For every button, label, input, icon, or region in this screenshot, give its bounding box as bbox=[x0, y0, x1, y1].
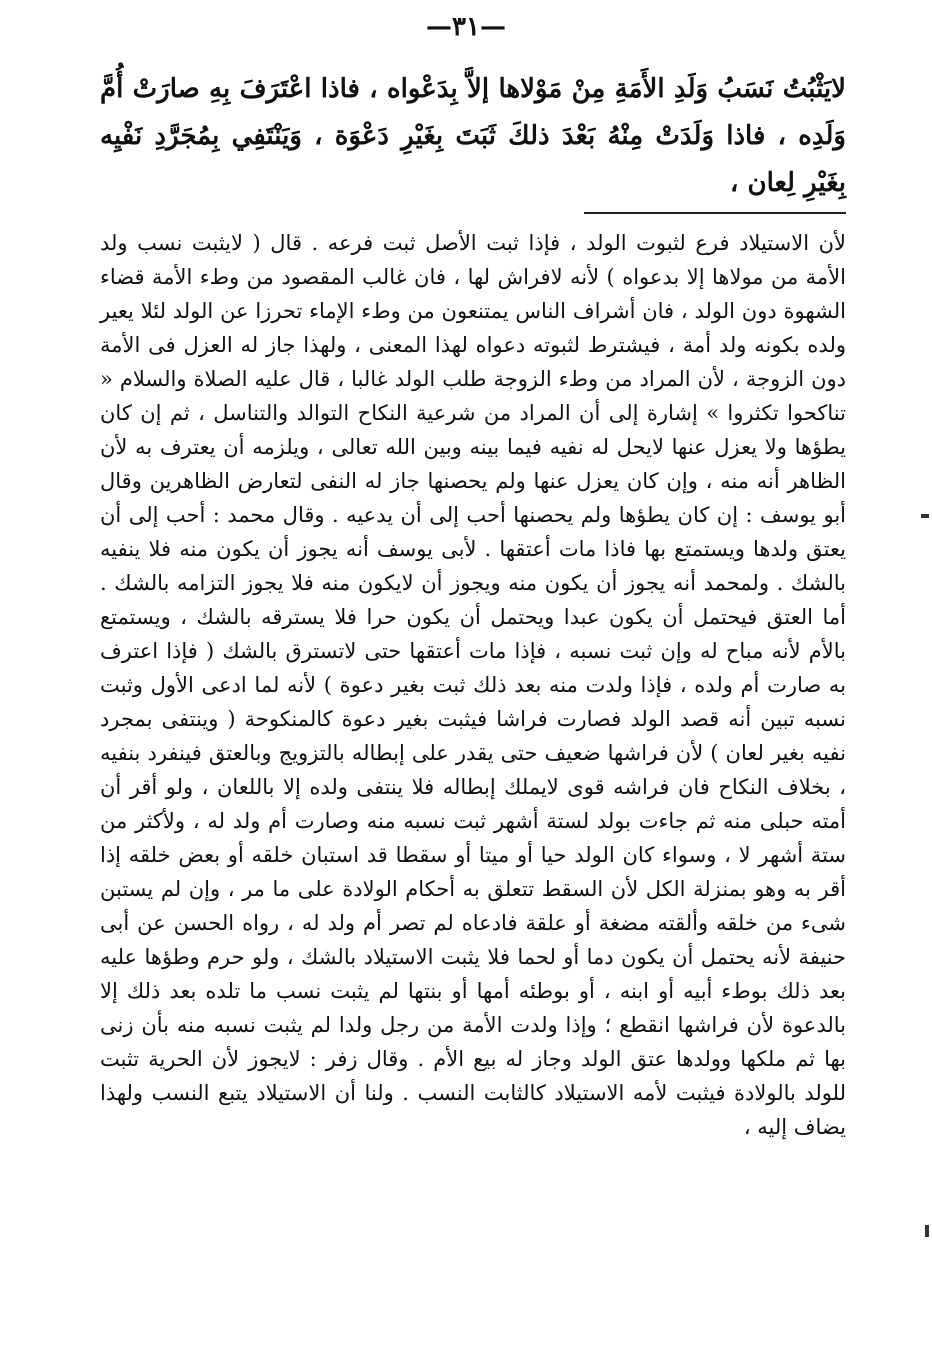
margin-mark bbox=[925, 1225, 929, 1237]
sharh-commentary bbox=[100, 226, 846, 1144]
matn-text: لايَثْبُتُ نَسَبُ وَلَدِ الأَمَةِ مِنْ مَوْلاها إلاَّ بِدَعْواه ، فاذا اعْتَرَفَ بِهِ صارَتْ أُمَّ وَلَدِه ، فاذا وَلَدَتْ مِنْهُ بَعْدَ ذلكَ ثَبَتَ بِغَيْرِ دَعْوَة ، وَيَنْتَفِي بِمُجَرَّدِ نَفْيِه بِغَيْرِ لِعان ، bbox=[100, 74, 846, 198]
commentary-paragraph: لأن الاستيلاد فرع لثبوت الولد ، فإذا ثبت الأصل ثبت فرعه . قال ( لايثبت نسب ولد الأمة من مولاها إلا بدعواه ) لأنه لافراش لها ، فان غالب المقصود من وطء الأمة قضاء الشهوة دون الولد ، فان أشراف الناس يمتنعون من وطء الإماء تحرزا عن الولد لئلا يعير ولده بكونه ولد أمة ، فيشترط لثبوته دعواه لهذا المعنى ، ولهذا جاز له العزل فى الأمة دون الزوجة ، لأن المراد من وطء الزوجة طلب الولد غالبا ، قال عليه الصلاة والسلام « تناكحوا تكثروا » إشارة إلى أن المراد من شرعية النكاح التوالد والتناسل ، ثم إن كان يطؤها ولا يعزل عنها لايحل له نفيه فيما بينه وبين الله تعالى ، ويلزمه أن يعترف به لأن الظاهر أنه منه ، وإن كان يعزل عنها ولم يحصنها جاز له النفى لتعارض الظاهرين وقال أبو يوسف : إن كان يطؤها ولم يحصنها أحب إلى أن يدعيه . وقال محمد : أحب إلى أن يعتق ولدها ويستمتع بها فاذا مات أعتقها . لأبى يوسف أنه يجوز أن يكون منه فلا ينفيه بالشك . ولمحمد أنه يجوز أن يكون منه ويجوز أن لايكون منه فلا يجوز التزامه بالشك . أما العتق فيحتمل أن يكون عبدا ويحتمل أن يكون حرا فلا يسترقه بالشك ، ويستمتع بالأم لأنه مباح له وإن ثبت نسبه ، فإذا مات أعتقها حتى لاتسترق بالشك ( فإذا اعترف به صارت أم ولده ، فإذا ولدت منه بعد ذلك ثبت بغير دعوة ) لأنه لما ادعى الأول وثبت نسبه تبين أنه قصد الولد فصارت فراشا فيثبت بغير دعوة كالمنكوحة ( وينتفى بمجرد نفيه بغير لعان ) لأن فراشها ضعيف حتى يقدر على إبطاله بالتزويج وبالعتق فينفرد بنفيه ، بخلاف النكاح فان فراشه قوى لايملك إبطاله فلا ينتفى ولده إلا باللعان ، ولو أقر أن أمته حبلى منه ثم جاءت بولد لستة أشهر ثبت نسبه منه وصارت أم ولد له ، ولأكثر من ستة أشهر لا ، وسواء كان الولد حيا أو ميتا أو سقطا قد استبان خلقه أو بعض خلقه إذا أقر به وهو بمنزلة الكل لأن السقط تتعلق به أحكام الولادة على ما مر ، وإن لم يستبن شىء من خلقه وألقته مضغة أو علقة فادعاه لم تصر أم ولد له ، رواه الحسن عن أبى حنيفة لأنه يحتمل أن يكون دما أو لحما فلا يثبت الاستيلاد بالشك ، ولو حرم وطؤها عليه بعد ذلك بوطء أبيه أو ابنه ، أو بوطئه أمها أو بنتها لم يثبت نسب ما تلده بعد ذلك إلا بالدعوة لأن فراشها انقطع ؛ وإذا ولدت الأمة من رجل ولدا لم يثبت نسبه منه بأن زنى بها ثم ملكها وولدها عتق الولد وجاز له بيع الأم . وقال زفر : لايجوز لأن الحرية تثبت للولد بالولادة فيثبت لأمه الاستيلاد كالثابت النسب . ولنا أن الاستيلاد يتبع النسب ولهذا يضاف إليه ، bbox=[100, 231, 846, 1139]
page-number: —٣١— bbox=[426, 12, 506, 42]
margin-mark bbox=[921, 514, 929, 518]
separator-rule bbox=[584, 212, 846, 214]
